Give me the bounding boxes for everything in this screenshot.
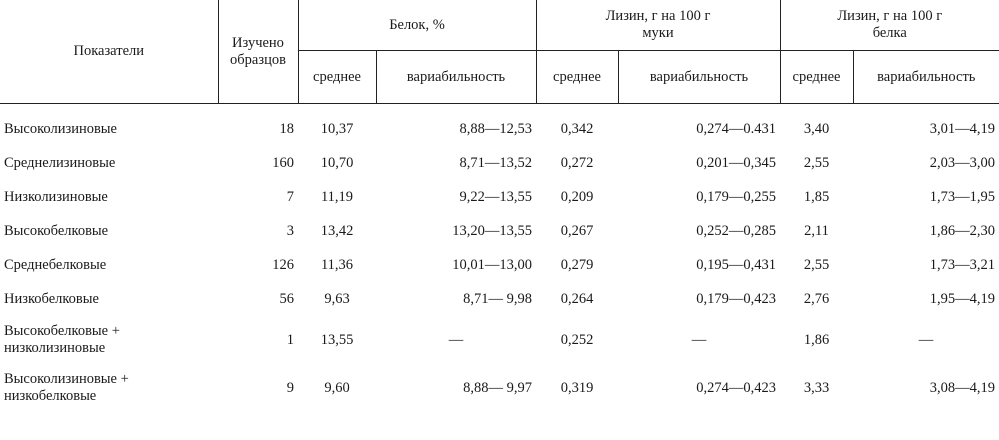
- header-protein-mean: среднее: [298, 51, 376, 104]
- table-row: [0, 248, 999, 282]
- cell-lysin-flour-mean: 0,252: [560, 331, 594, 348]
- cell-lysin-protein-mean: 2,76: [803, 290, 830, 307]
- row-indicator-line: Высокобелковые: [4, 222, 109, 239]
- cell-lysin-flour-mean: 0,209: [560, 188, 594, 205]
- cell-lysin-flour-mean: 0,342: [560, 120, 594, 137]
- cell-lysin-protein-mean: 3,33: [803, 379, 830, 396]
- cell-lysin-protein-variability: 1,86—2,30: [929, 222, 995, 239]
- table-row: [0, 364, 999, 412]
- cell-protein-variability: —: [448, 331, 464, 348]
- row-indicator-line: Низколизиновые: [4, 188, 108, 205]
- cell-protein-mean: 9,63: [324, 290, 350, 307]
- row-indicator-line: Среднебелковые: [4, 256, 107, 273]
- cell-protein-variability: 8,71— 9,98: [463, 290, 532, 307]
- cell-protein-variability: 10,01—13,00: [452, 256, 532, 273]
- cell-protein-mean: 10,70: [320, 154, 354, 171]
- row-indicator-line: Высоколизиновые: [4, 120, 117, 137]
- cell-lysin-protein-variability: 3,01—4,19: [929, 120, 995, 137]
- cell-protein-mean: 10,37: [320, 120, 354, 137]
- header-lysin-flour-line2: муки: [642, 25, 674, 41]
- cell-protein-variability: 8,88— 9,97: [463, 379, 532, 396]
- cell-protein-variability: 8,88—12,53: [459, 120, 532, 137]
- header-lysin-protein: [780, 0, 999, 51]
- cell-lysin-protein-mean: 1,86: [803, 331, 830, 348]
- header-lysin-flour-variability: вариабильность: [618, 51, 780, 104]
- header-samples-line1: Изучено: [232, 34, 284, 51]
- header-samples: [218, 0, 298, 104]
- cell-samples: 126: [272, 256, 294, 273]
- table-row: [0, 316, 999, 364]
- header-protein-variability: вариабильность: [376, 51, 536, 104]
- row-indicator-line: Высоколизиновые +: [4, 371, 129, 387]
- cell-lysin-flour-variability: 0,252—0,285: [696, 222, 776, 239]
- row-indicator: [0, 214, 218, 248]
- cell-lysin-flour-variability: 0,195—0,431: [696, 256, 776, 273]
- row-indicator: [0, 104, 218, 147]
- table-row: [0, 180, 999, 214]
- table-row: [0, 214, 999, 248]
- cell-lysin-flour-variability: 0,179—0,423: [696, 290, 776, 307]
- header-lysin-protein-variability: вариабильность: [853, 51, 999, 104]
- cell-lysin-flour-mean: 0,279: [560, 256, 594, 273]
- row-indicator-line: Низкобелковые: [4, 290, 99, 307]
- cell-protein-mean: 11,19: [320, 188, 354, 205]
- row-indicator: [0, 364, 218, 412]
- cell-lysin-protein-mean: 3,40: [803, 120, 830, 137]
- cell-lysin-flour-mean: 0,272: [560, 154, 594, 171]
- cell-samples: 160: [272, 154, 294, 171]
- header-lysin-flour-line1: Лизин, г на 100 г: [605, 8, 711, 24]
- cell-lysin-flour-variability: 0,274—0,423: [696, 379, 776, 396]
- header-lysin-flour: [536, 0, 780, 51]
- cell-lysin-flour-mean: 0,267: [560, 222, 594, 239]
- cell-samples: 7: [286, 188, 294, 205]
- cell-lysin-protein-variability: 1,95—4,19: [929, 290, 995, 307]
- cell-protein-mean: 11,36: [320, 256, 354, 273]
- row-indicator-line: Высокобелковые +: [4, 323, 120, 339]
- row-indicator: [0, 146, 218, 180]
- cell-protein-mean: 9,60: [324, 379, 350, 396]
- cell-lysin-flour-variability: 0,201—0,345: [696, 154, 776, 171]
- row-indicator: [0, 282, 218, 316]
- cell-lysin-flour-mean: 0,319: [560, 379, 594, 396]
- header-lysin-protein-line1: Лизин, г на 100 г: [837, 8, 943, 24]
- header-protein: Белок, %: [298, 0, 536, 51]
- cell-lysin-flour-variability: —: [691, 331, 707, 348]
- cell-samples: 1: [286, 331, 294, 348]
- header-row-top: [0, 0, 999, 51]
- cell-protein-variability: 9,22—13,55: [459, 188, 532, 205]
- header-indicators: Показатели: [0, 0, 218, 104]
- cell-samples: 9: [286, 379, 294, 396]
- header-lysin-flour-mean: среднее: [536, 51, 618, 104]
- row-indicator-line: Среднелизиновые: [4, 154, 116, 171]
- cell-lysin-protein-mean: 2,55: [803, 154, 830, 171]
- header-samples-line2: образцов: [230, 51, 286, 68]
- cell-lysin-flour-mean: 0,264: [560, 290, 594, 307]
- table-row: [0, 282, 999, 316]
- table-row: [0, 146, 999, 180]
- header-lysin-protein-mean: среднее: [780, 51, 853, 104]
- cell-lysin-protein-variability: 3,08—4,19: [929, 379, 995, 396]
- row-indicator: [0, 248, 218, 282]
- cell-protein-mean: 13,42: [320, 222, 354, 239]
- cell-lysin-protein-variability: 2,03—3,00: [929, 154, 995, 171]
- cell-lysin-flour-variability: 0,179—0,255: [696, 188, 776, 205]
- cell-samples: 18: [279, 120, 294, 137]
- row-indicator: [0, 316, 218, 364]
- table-row: [0, 104, 999, 147]
- cell-lysin-protein-mean: 1,85: [803, 188, 830, 205]
- header-lysin-protein-line2: белка: [872, 25, 907, 41]
- cell-protein-variability: 13,20—13,55: [452, 222, 532, 239]
- cell-samples: 56: [279, 290, 294, 307]
- row-indicator: [0, 180, 218, 214]
- cell-protein-variability: 8,71—13,52: [459, 154, 532, 171]
- cell-lysin-flour-variability: 0,274—0.431: [696, 120, 776, 137]
- cell-protein-mean: 13,55: [320, 331, 354, 348]
- cell-lysin-protein-mean: 2,11: [804, 222, 829, 239]
- table-body: [0, 104, 999, 413]
- row-indicator-line: низкобелковые: [4, 388, 97, 404]
- cell-lysin-protein-variability: 1,73—1,95: [929, 188, 995, 205]
- cell-lysin-protein-variability: —: [918, 331, 934, 348]
- cell-lysin-protein-variability: 1,73—3,21: [929, 256, 995, 273]
- cell-lysin-protein-mean: 2,55: [803, 256, 830, 273]
- row-indicator-line: низколизиновые: [4, 340, 106, 356]
- cell-samples: 3: [286, 222, 294, 239]
